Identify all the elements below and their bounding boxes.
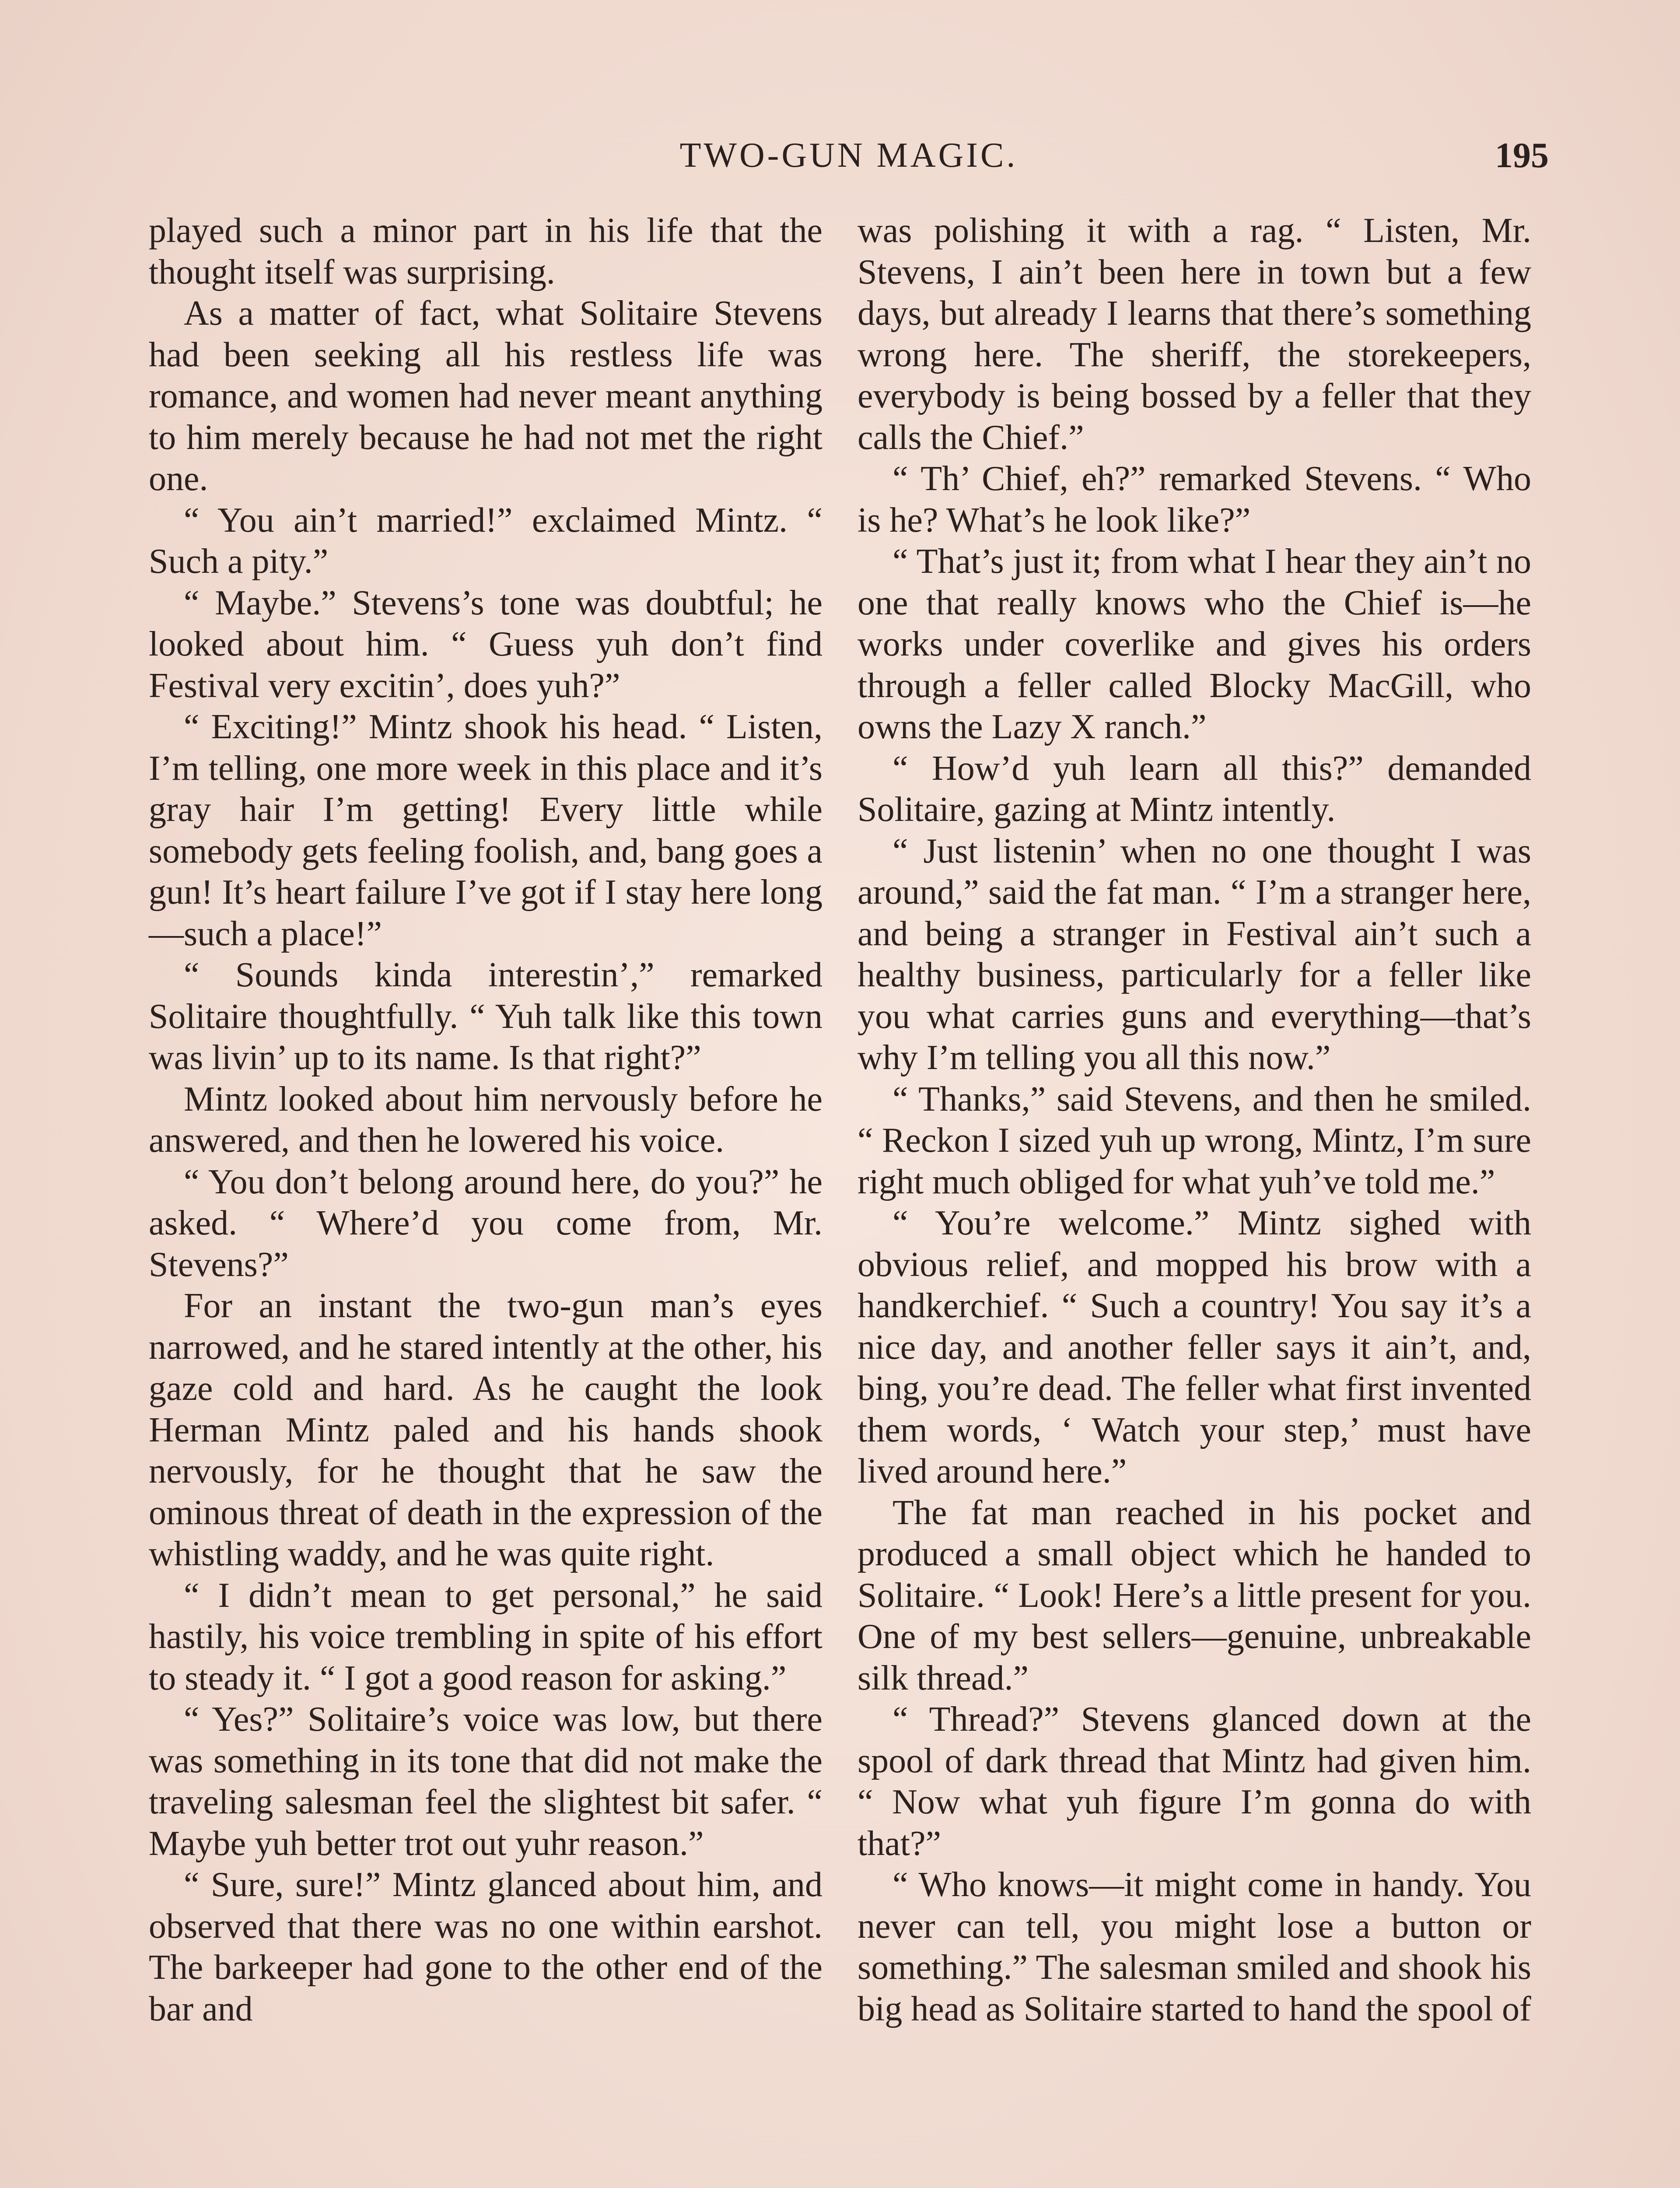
- paragraph: For an instant the two-gun man’s eyes narrowed, and he stared intently at the other, his gaze cold and hard. As he caught the look Herman Mintz paled and his hands shook nervously, for he thought that he saw the ominous threat of death in the expression of the whistling waddy, and he was quite right.: [149, 1287, 822, 1573]
- paragraph: “ Th’ Chief, eh?” remarked Stevens. “ Who is he? What’s he look like?”: [858, 459, 1531, 540]
- page-number: 195: [1495, 135, 1549, 175]
- paragraph: “ Who knows—it might come in handy. You never can tell, you might lose a button or something.” The salesman smiled and shook his big head as Solitaire started to hand the spool of: [858, 1865, 1531, 2028]
- paragraph: “ You ain’t married!” exclaimed Mintz. “ Such a pity.”: [149, 501, 822, 581]
- paragraph: “ Sounds kinda interestin’,” remarked Solitaire thoughtfully. “ Yuh talk like this town was livin’ up to its name. Is that right?”: [149, 956, 822, 1077]
- paragraph: Mintz looked about him nervously before he answered, and then he lowered his voice.: [149, 1080, 822, 1160]
- paragraph: played such a minor part in his life that the thought itself was surprising.: [149, 211, 822, 291]
- paragraph: “ I didn’t mean to get personal,” he said hastily, his voice trembling in spite of his effort to steady it. “ I got a good reason for asking.”: [149, 1576, 822, 1697]
- paragraph: “ Exciting!” Mintz shook his head. “ Listen, I’m telling, one more week in this place and it’s gray hair I’m getting! Every little while somebody gets feeling foolish, and, bang goes a gun! It’s heart failure I’ve got if I stay here long—such a place!”: [149, 708, 822, 953]
- paragraph: “ That’s just it; from what I hear they ain’t no one that really knows who the Chief is—he works under coverlike and gives his orders through a feller called Blocky MacGill, who owns the Lazy X ranch.”: [858, 542, 1531, 746]
- paragraph: “ How’d yuh learn all this?” demanded Solitaire, gazing at Mintz intently.: [858, 749, 1531, 829]
- right-column: [858, 210, 1531, 2030]
- paragraph: was polishing it with a rag. “ Listen, Mr. Stevens, I ain’t been here in town but a few days, but already I learns that there’s something wrong here. The sheriff, the storekeepers, everybody is being bossed by a feller that they calls the Chief.”: [858, 211, 1531, 457]
- paragraph: “ Yes?” Solitaire’s voice was low, but there was something in its tone that did not make the traveling salesman feel the slightest bit safer. “ Maybe yuh better trot out yuhr reason.”: [149, 1700, 822, 1863]
- left-column: [149, 210, 822, 2030]
- paragraph: “ You don’t belong around here, do you?” he asked. “ Where’d you come from, Mr. Stevens?”: [149, 1162, 822, 1284]
- page-header: [149, 131, 1549, 179]
- paragraph: As a matter of fact, what Solitaire Stevens had been seeking all his restless life was romance, and women had never meant anything to him merely because he had not met the right one.: [149, 294, 822, 498]
- paragraph: “ Thread?” Stevens glanced down at the spool of dark thread that Mintz had given him. “ Now what yuh figure I’m gonna do with that?”: [858, 1700, 1531, 1863]
- running-title: TWO-GUN MAGIC.: [679, 136, 1018, 175]
- paragraph: “ Thanks,” said Stevens, and then he smiled. “ Reckon I sized yuh up wrong, Mintz, I’m sure right much obliged for what yuh’ve told me.”: [858, 1080, 1531, 1201]
- paragraph: The fat man reached in his pocket and produced a small object which he handed to Solitaire. “ Look! Here’s a little present for you. One of my best sellers—genuine, unbreakable silk thread.”: [858, 1493, 1531, 1697]
- paragraph: “ Just listenin’ when no one thought I was around,” said the fat man. “ I’m a stranger here, and being a stranger in Festival ain’t such a healthy business, particularly for a feller like you what carries guns and everything—that’s why I’m telling you all this now.”: [858, 831, 1531, 1077]
- paragraph: “ You’re welcome.” Mintz sighed with obvious relief, and mopped his brow with a handkerchief. “ Such a country! You say it’s a nice day, and another feller says it ain’t, and, bing, you’re dead. The feller what first invented them words, ‘ Watch your step,’ must have lived around here.”: [858, 1204, 1531, 1490]
- paragraph: “ Sure, sure!” Mintz glanced about him, and observed that there was no one within earshot. The barkeeper had gone to the other end of the bar and: [149, 1865, 822, 2028]
- paragraph: “ Maybe.” Stevens’s tone was doubtful; he looked about him. “ Guess yuh don’t find Festival very excitin’, does yuh?”: [149, 583, 822, 705]
